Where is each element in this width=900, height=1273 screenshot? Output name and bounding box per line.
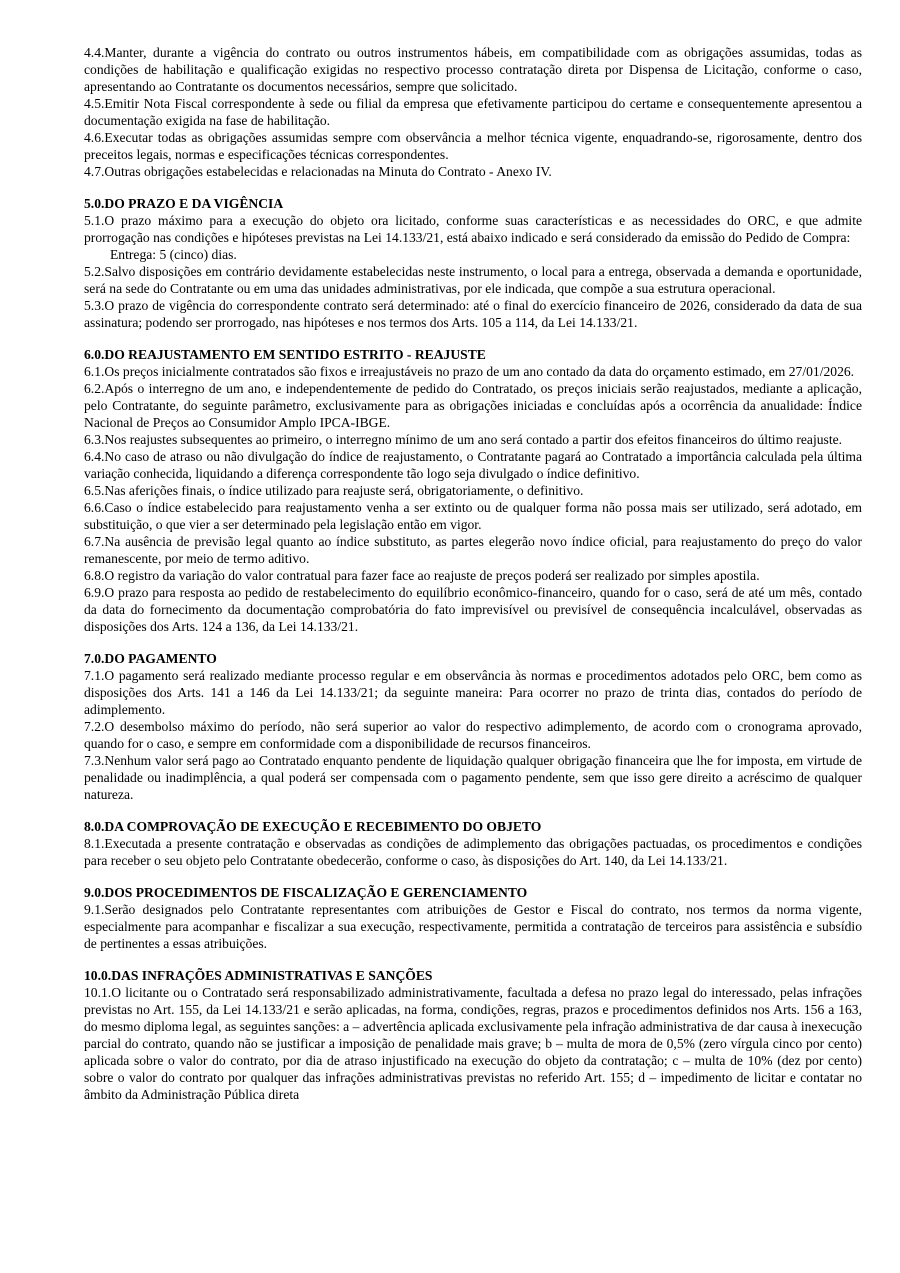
section-paragraph: 7.1.O pagamento será realizado mediante processo regular e em observância às normas e procedimentos adotados pelo ORC, bem como as disposições dos Arts. 141 a 146 da Lei 14.133/21; da seguinte maneira: Para ocorrer no prazo de trinta dias, contados do período de adimplemento.	[84, 668, 862, 717]
section-paragraph: 6.2.Após o interregno de um ano, e independentemente de pedido do Contratado, os preços iniciais serão reajustados, mediante a aplicação, pelo Contratante, do seguinte parâmetro, exclusivamente para as obrigações iniciadas e concluídas após a ocorrência da anualidade: Índice Nacional de Preços ao Consumidor Amplo IPCA-IBGE.	[84, 381, 862, 430]
preamble-paragraph: 4.5.Emitir Nota Fiscal correspondente à sede ou filial da empresa que efetivamente participou do certame e consequentemente apresentou a documentação exigida na fase de habilitação.	[84, 96, 862, 128]
section-paragraph: 6.7.Na ausência de previsão legal quanto ao índice substituto, as partes elegerão novo índice oficial, para reajustamento do preço do valor remanescente, por meio de termo aditivo.	[84, 534, 862, 566]
section-heading: 6.0.DO REAJUSTAMENTO EM SENTIDO ESTRITO - REAJUSTE	[84, 347, 486, 362]
section-paragraph: 8.1.Executada a presente contratação e observadas as condições de adimplemento das obrigações pactuadas, os procedimentos e condições para receber o seu objeto pelo Contratante obedecerão, conforme o caso, às disposições do Art. 140, da Lei 14.133/21.	[84, 836, 862, 868]
section-paragraph: 5.1.O prazo máximo para a execução do objeto ora licitado, conforme suas características e as necessidades do ORC, e que admite prorrogação nas condições e hipóteses previstas na Lei 14.133/21, está abaixo indicado e será considerado da emissão do Pedido de Compra:	[84, 213, 862, 245]
section-heading: 9.0.DOS PROCEDIMENTOS DE FISCALIZAÇÃO E GERENCIAMENTO	[84, 885, 528, 900]
section-heading: 7.0.DO PAGAMENTO	[84, 651, 217, 666]
section-paragraph: 7.3.Nenhum valor será pago ao Contratado enquanto pendente de liquidação qualquer obrigação financeira que lhe for imposta, em virtude de penalidade ou inadimplência, a qual poderá ser compensada com o pagamento pendente, sem que isso gere direito a acréscimo de qualquer natureza.	[84, 753, 862, 802]
section-paragraph: 6.1.Os preços inicialmente contratados são fixos e irreajustáveis no prazo de um ano contado da data do orçamento estimado, em 27/01/2026.	[84, 364, 855, 379]
section-paragraph: 6.5.Nas aferições finais, o índice utilizado para reajuste será, obrigatoriamente, o definitivo.	[84, 483, 584, 498]
section-heading: 10.0.DAS INFRAÇÕES ADMINISTRATIVAS E SANÇÕES	[84, 968, 433, 983]
section-paragraph: 5.2.Salvo disposições em contrário devidamente estabelecidas neste instrumento, o local para a entrega, observada a demanda e oportunidade, será na sede do Contratante ou em uma das unidades administrativas, por ele indicada, que compõe a sua estrutura operacional.	[84, 264, 862, 296]
preamble-paragraph: 4.7.Outras obrigações estabelecidas e relacionadas na Minuta do Contrato - Anexo IV.	[84, 164, 552, 179]
section-paragraph: 10.1.O licitante ou o Contratado será responsabilizado administrativamente, facultada a defesa no prazo legal do interessado, pelas infrações previstas no Art. 155, da Lei 14.133/21 e serão aplicadas, na forma, condições, regras, prazos e procedimentos definidos nos Arts. 156 a 163, do mesmo diploma legal, as seguintes sanções: a – advertência aplicada exclusivamente pela infração administrativa de dar causa à inexecução parcial do contrato, quando não se justificar a imposição de penalidade mais grave; b – multa de mora de 0,5% (zero vírgula cinco por cento) aplicada sobre o valor do contrato, por dia de atraso injustificado na execução do objeto da contratação; c – multa de 10% (dez por cento) sobre o valor do contrato por qualquer das infrações administrativas previstas no referido Art. 155; d – impedimento de licitar e contatar no âmbito da Administração Pública direta	[84, 985, 862, 1102]
section-heading: 5.0.DO PRAZO E DA VIGÊNCIA	[84, 196, 284, 211]
section-paragraph: 6.3.Nos reajustes subsequentes ao primeiro, o interregno mínimo de um ano será contado a partir dos efeitos financeiros do último reajuste.	[84, 432, 843, 447]
section-paragraph: 6.4.No caso de atraso ou não divulgação do índice de reajustamento, o Contratante pagará ao Contratado a importância calculada pela última variação conhecida, liquidando a diferença correspondente tão logo seja divulgado o índice definitivo.	[84, 449, 862, 481]
section-paragraph: 6.8.O registro da variação do valor contratual para fazer face ao reajuste de preços poderá ser realizado por simples apostila.	[84, 568, 760, 583]
document-body	[84, 44, 862, 1103]
preamble-paragraph: 4.4.Manter, durante a vigência do contrato ou outros instrumentos hábeis, em compatibilidade com as obrigações assumidas, todas as condições de habilitação e qualificação exigidas no respectivo processo contratação direta por Dispensa de Licitação, conforme o caso, apresentando ao Contratante os documentos necessários, sempre que solicitado.	[84, 45, 862, 94]
section-paragraph: 5.3.O prazo de vigência do correspondente contrato será determinado: até o final do exercício financeiro de 2026, considerado da data de sua assinatura; podendo ser prorrogado, nas hipóteses e nos termos dos Arts. 105 a 114, da Lei 14.133/21.	[84, 298, 862, 330]
section-paragraph: 6.9.O prazo para resposta ao pedido de restabelecimento do equilíbrio econômico-financeiro, quando for o caso, será de até um mês, contado da data do fornecimento da documentação comprobatória do fato imprevisível ou previsível de consequência incalculável, observadas as disposições dos Arts. 124 a 136, da Lei 14.133/21.	[84, 585, 862, 634]
section-paragraph: 6.6.Caso o índice estabelecido para reajustamento venha a ser extinto ou de qualquer forma não possa mais ser utilizado, será adotado, em substituição, o que vier a ser determinado pela legislação então em vigor.	[84, 500, 862, 532]
section-paragraph: 7.2.O desembolso máximo do período, não será superior ao valor do respectivo adimplemento, de acordo com o cronograma aprovado, quando for o caso, e sempre em conformidade com a disponibilidade de recursos financeiros.	[84, 719, 862, 751]
section-heading: 8.0.DA COMPROVAÇÃO DE EXECUÇÃO E RECEBIMENTO DO OBJETO	[84, 819, 542, 834]
preamble-paragraph: 4.6.Executar todas as obrigações assumidas sempre com observância a melhor técnica vigente, enquadrando-se, rigorosamente, dentro dos preceitos legais, normas e especificações técnicas correspondentes.	[84, 130, 862, 162]
delivery-term-line: Entrega: 5 (cinco) dias.	[110, 247, 237, 262]
section-paragraph: 9.1.Serão designados pelo Contratante representantes com atribuições de Gestor e Fiscal do contrato, nos termos da norma vigente, especialmente para acompanhar e fiscalizar a sua execução, respectivamente, permitida a contratação de terceiros para assistência e subsídio de pertinentes a essas atribuições.	[84, 902, 862, 951]
